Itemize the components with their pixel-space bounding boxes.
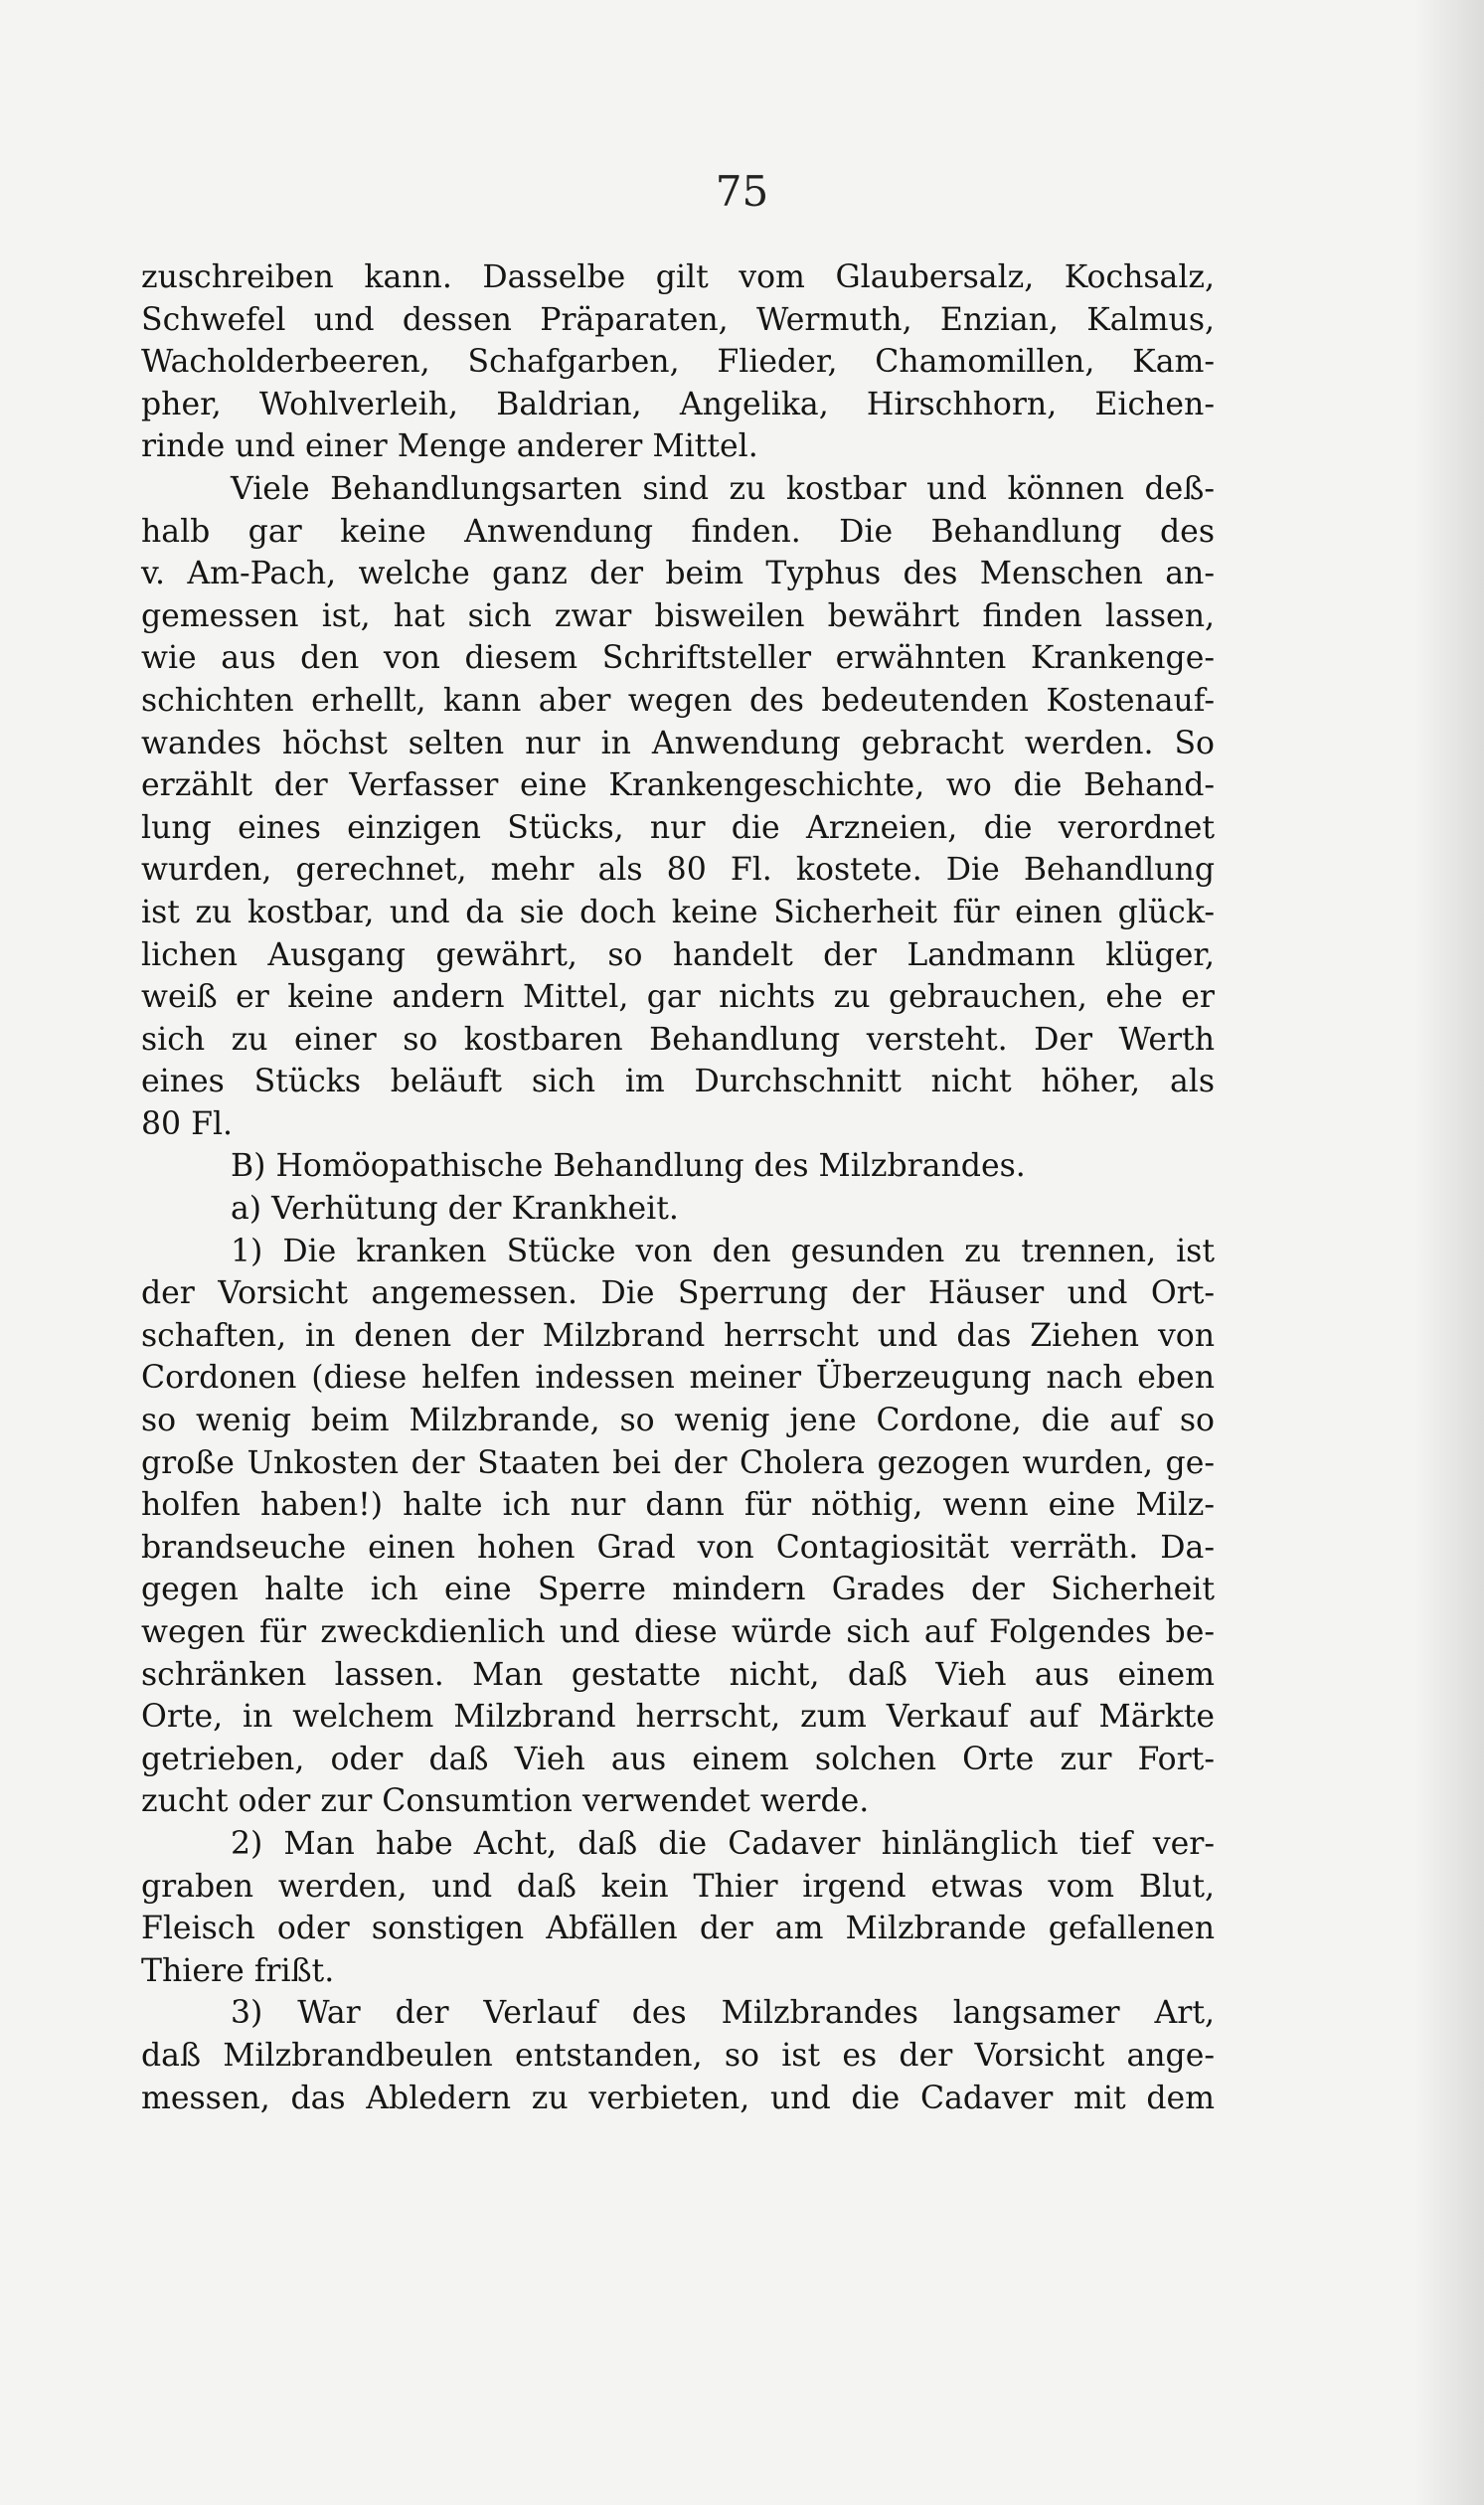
text-line: holfen haben!) halte ich nur dann für nöthig, wenn eine Milz-: [141, 1487, 1215, 1524]
page-number: 75: [715, 167, 769, 216]
text-line: brandseuche einen hohen Grad von Contagiosität verräth. Da-: [141, 1529, 1215, 1566]
text-line: getrieben, oder daß Vieh aus einem solchen Orte zur Fort-: [141, 1741, 1215, 1777]
text-line: Orte, in welchem Milzbrand herrscht, zum Verkauf auf Märkte: [141, 1699, 1215, 1736]
text-line: schichten erhellt, kann aber wegen des bedeutenden Kostenauf-: [141, 682, 1215, 719]
text-line: sich zu einer so kostbaren Behandlung versteht. Der Werth: [141, 1021, 1215, 1058]
text-line: zucht oder zur Consumtion verwendet werde.: [141, 1783, 870, 1820]
text-line: gemessen ist, hat sich zwar bisweilen bewährt finden lassen,: [141, 597, 1215, 634]
text-line: Thiere frißt.: [141, 1952, 335, 1989]
text-line: schränken lassen. Man gestatte nicht, daß Vieh aus einem: [141, 1656, 1215, 1693]
text-line: daß Milzbrandbeulen entstanden, so ist es der Vorsicht ange-: [141, 2037, 1215, 2074]
text-line: graben werden, und daß kein Thier irgend etwas vom Blut,: [141, 1868, 1215, 1905]
text-line: wurden, gerechnet, mehr als 80 Fl. kostete. Die Behandlung: [141, 852, 1215, 889]
text-line: Schwefel und dessen Präparaten, Wermuth, Enzian, Kalmus,: [141, 301, 1215, 338]
text-line: 1) Die kranken Stücke von den gesunden zu trennen, ist: [231, 1233, 1215, 1269]
text-line: halb gar keine Anwendung finden. Die Behandlung des: [141, 513, 1215, 550]
text-line: Wacholderbeeren, Schafgarben, Flieder, Chamomillen, Kam-: [141, 344, 1215, 381]
text-line: lung eines einzigen Stücks, nur die Arzneien, die verordnet: [141, 809, 1215, 846]
text-line: wandes höchst selten nur in Anwendung gebracht werden. So: [141, 725, 1215, 761]
text-line: erzählt der Verfasser eine Krankengeschichte, wo die Behand-: [141, 767, 1215, 804]
text-line: 3) War der Verlauf des Milzbrandes langsamer Art,: [231, 1995, 1215, 2032]
text-line: so wenig beim Milzbrande, so wenig jene Cordone, die auf so: [141, 1403, 1215, 1439]
text-line: rinde und einer Menge anderer Mittel.: [141, 428, 758, 465]
text-line: schaften, in denen der Milzbrand herrscht und das Ziehen von: [141, 1317, 1215, 1354]
text-line: Cordonen (diese helfen indessen meiner Überzeugung nach eben: [141, 1360, 1215, 1397]
text-line: lichen Ausgang gewährt, so handelt der Landmann klüger,: [141, 936, 1215, 973]
text-line: weiß er keine andern Mittel, gar nichts zu gebrauchen, ehe er: [141, 979, 1215, 1016]
text-line: 2) Man habe Acht, daß die Cadaver hinlänglich tief ver-: [231, 1825, 1215, 1862]
text-line: a) Verhütung der Krankheit.: [231, 1191, 679, 1228]
text-line: ist zu kostbar, und da sie doch keine Sicherheit für einen glück-: [141, 894, 1215, 930]
text-line: gegen halte ich eine Sperre mindern Grades der Sicherheit: [141, 1572, 1215, 1608]
text-line: messen, das Abledern zu verbieten, und die Cadaver mit dem: [141, 2080, 1215, 2116]
text-line: der Vorsicht angemessen. Die Sperrung der Häuser und Ort-: [141, 1275, 1215, 1312]
text-line: große Unkosten der Staaten bei der Cholera gezogen wurden, ge-: [141, 1444, 1215, 1481]
body-text: [141, 256, 1215, 2119]
text-line: Fleisch oder sonstigen Abfällen der am Milzbrande gefallenen: [141, 1911, 1215, 1947]
text-line: wegen für zweckdienlich und diese würde sich auf Folgendes be-: [141, 1614, 1215, 1650]
text-line: 80 Fl.: [141, 1105, 234, 1142]
text-line: B) Homöopathische Behandlung des Milzbrandes.: [231, 1148, 1026, 1185]
text-line: v. Am-Pach, welche ganz der beim Typhus des Menschen an-: [141, 556, 1215, 592]
text-line: eines Stücks beläuft sich im Durchschnitt nicht höher, als: [141, 1064, 1215, 1100]
page-edge-shadow: [1414, 0, 1484, 2505]
text-line: Viele Behandlungsarten sind zu kostbar und können deß-: [231, 470, 1215, 507]
text-line: wie aus den von diesem Schriftsteller erwähnten Krankenge-: [141, 640, 1215, 677]
text-line: pher, Wohlverleih, Baldrian, Angelika, Hirschhorn, Eichen-: [141, 386, 1215, 422]
text-line: zuschreiben kann. Dasselbe gilt vom Glaubersalz, Kochsalz,: [141, 259, 1215, 295]
